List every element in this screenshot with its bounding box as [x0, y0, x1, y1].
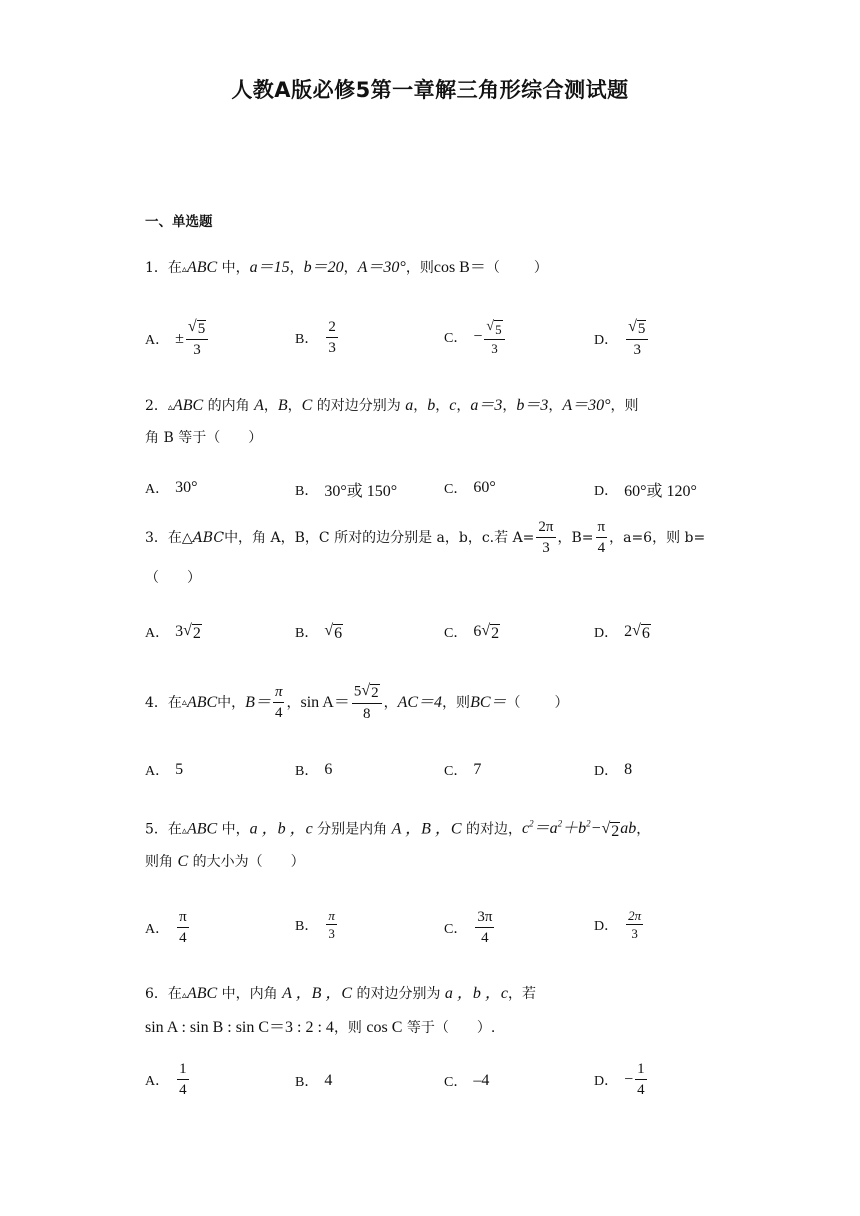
- eq-minus: −: [590, 820, 602, 838]
- question-5-line2: [145, 852, 305, 872]
- q2-text2: 的对边分别为: [312, 398, 406, 414]
- q1-prefix: 1．在: [145, 260, 182, 276]
- option-label: D．: [594, 332, 619, 348]
- q2-text: 的内角: [203, 398, 255, 414]
- q6-text2: 的对边分别为: [352, 986, 445, 1002]
- denominator: 3: [193, 342, 201, 358]
- option-label: A．: [145, 1073, 170, 1089]
- option-sqrt: √ 6: [632, 622, 650, 642]
- q1-cond1: a＝15: [249, 259, 290, 276]
- option-label: D．: [594, 1073, 619, 1089]
- q5-equation: $c^2=a^2+b^2-$ √ 2 ab: [522, 819, 637, 840]
- q3-option-d[interactable]: [594, 622, 651, 642]
- denominator: 8: [362, 706, 371, 722]
- q6-option-d[interactable]: [594, 1060, 649, 1099]
- q2-option-d[interactable]: [594, 478, 697, 501]
- q4-option-d[interactable]: [594, 760, 632, 780]
- q6-prefix: 6．在: [145, 986, 182, 1002]
- q6-option-a[interactable]: [145, 1060, 191, 1099]
- option-label: C．: [444, 331, 468, 346]
- triangle-symbol: ▵: [181, 990, 187, 1001]
- q5-vars: a ，b ，c: [249, 820, 313, 838]
- triangle-symbol: ▵: [181, 696, 187, 708]
- q4-b-eq: B＝: [245, 693, 271, 711]
- option-label: B．: [295, 918, 319, 934]
- q6-then: ，则: [333, 1020, 367, 1036]
- option-fraction: [326, 908, 337, 941]
- triangle-symbol: ▵: [167, 402, 173, 413]
- option-label: A．: [145, 764, 170, 779]
- q4-sep: ，: [286, 694, 301, 711]
- q4-abc: ABC: [186, 693, 218, 711]
- option-text: 30°或 150°: [324, 483, 398, 500]
- option-coef: 3: [175, 623, 184, 640]
- q1-option-d[interactable]: [594, 318, 650, 359]
- option-fraction: √ 5 3: [186, 318, 208, 359]
- q5-prefix: 5．在: [145, 821, 182, 838]
- option-fraction: [475, 908, 494, 947]
- denominator: 3: [542, 540, 550, 556]
- denominator: 3: [491, 341, 498, 356]
- q2-side-b: b: [427, 397, 436, 414]
- denominator: 4: [637, 1082, 645, 1098]
- question-2-line2: 角 B 等于（ ）: [145, 430, 263, 446]
- q3-option-a[interactable]: [145, 622, 202, 642]
- option-label: B．: [295, 764, 319, 779]
- q3-abc: ABC: [192, 529, 225, 546]
- option-fraction: [177, 1060, 189, 1099]
- option-label: A．: [145, 921, 170, 937]
- q6-end: 等于（ ）.: [402, 1020, 496, 1036]
- q2-then: ，则: [610, 398, 639, 414]
- radicand: 2: [192, 625, 201, 642]
- option-fraction: [177, 908, 189, 947]
- option-label: A．: [145, 482, 170, 497]
- page-title: 人教A版必修5第一章解三角形综合测试题: [231, 78, 629, 102]
- question-1: [145, 258, 550, 280]
- q4-zhong: 中，: [217, 694, 246, 711]
- radicand: 6: [641, 625, 650, 642]
- triangle-symbol: ▵: [181, 825, 187, 837]
- q4-paren: （ ）: [506, 694, 571, 711]
- q3-fraction-b: [596, 518, 608, 557]
- option-sqrt: √ 2: [481, 622, 500, 642]
- numerator: π: [177, 908, 189, 928]
- radicand: 5: [495, 322, 502, 337]
- option-sign: −: [624, 1070, 634, 1088]
- question-6-line2: [145, 1018, 495, 1038]
- q1-paren: （ ）: [485, 260, 550, 276]
- q5-zhong: 中，: [217, 821, 250, 838]
- section-heading: 一、单选题: [145, 214, 213, 230]
- q4-option-b[interactable]: [295, 760, 332, 780]
- option-label: B．: [295, 1075, 319, 1090]
- q5-option-b[interactable]: [295, 908, 339, 941]
- q4-fraction-sina: 5 √ 2 8: [352, 682, 382, 723]
- q1-sep1: ，: [289, 260, 304, 276]
- option-label: B．: [295, 483, 319, 499]
- option-text: –4: [473, 1072, 490, 1089]
- q4-sina: sin A＝: [300, 693, 350, 711]
- q6-ratio: sin A : sin B : sin C＝3 : 2 : 4: [145, 1019, 334, 1036]
- q6-cos: cos C: [366, 1019, 403, 1036]
- q2-eq3: A＝30°: [562, 397, 611, 414]
- q4-option-c[interactable]: [444, 760, 481, 780]
- q2-comma: ，: [413, 398, 428, 414]
- q5-end: ，: [636, 821, 651, 838]
- q3-option-b[interactable]: [295, 622, 343, 642]
- q3-text3: ，a=6，则 b=: [609, 529, 706, 546]
- denominator: 4: [274, 705, 283, 721]
- option-fraction: [635, 1060, 647, 1099]
- option-fraction: √ 5 3: [484, 318, 504, 356]
- q6-angles: A ，B ，C: [282, 985, 353, 1002]
- q6-text: 中，内角: [217, 986, 283, 1002]
- option-label: C．: [444, 482, 468, 497]
- option-label: C．: [444, 921, 468, 937]
- option-sign: −: [473, 328, 483, 345]
- numerator: 3π: [475, 908, 494, 928]
- q2-side-c: c: [449, 397, 457, 414]
- q2-comma: ，: [287, 398, 302, 414]
- q2-option-a[interactable]: [145, 478, 198, 498]
- numerator: 2π: [628, 908, 642, 923]
- question-5: [145, 814, 650, 841]
- q2-option-b[interactable]: [295, 478, 397, 501]
- q1-ask: cos B＝: [433, 259, 486, 276]
- option-label: D．: [594, 764, 619, 779]
- q6-text3: ，若: [508, 986, 537, 1002]
- option-text: 30°: [175, 479, 198, 496]
- denominator: 4: [179, 1082, 187, 1098]
- option-fraction: [626, 908, 643, 941]
- q1-then: ，则: [405, 260, 434, 276]
- numerator: π: [596, 518, 608, 538]
- numerator: π: [273, 683, 285, 703]
- q1-option-b[interactable]: [295, 318, 340, 357]
- q4-then: ，则: [442, 694, 471, 711]
- option-text: 8: [624, 761, 633, 778]
- q5-option-d[interactable]: [594, 908, 645, 941]
- q2-angle-c: C: [301, 397, 313, 414]
- q3-fraction-a: [536, 518, 555, 557]
- q2-eq1: a＝3: [470, 397, 503, 414]
- numerator: π: [328, 908, 335, 923]
- denominator: 3: [328, 340, 336, 356]
- option-label: C．: [444, 1075, 468, 1090]
- q5-line2-b: 的大小为（ ）: [188, 854, 305, 870]
- q2-angle-a: A: [254, 397, 264, 414]
- denominator: 4: [481, 930, 489, 946]
- q1-option-a[interactable]: [145, 318, 210, 359]
- denominator: 4: [597, 540, 606, 556]
- option-label: C．: [444, 764, 468, 779]
- option-label: D．: [594, 626, 619, 641]
- q4-option-a[interactable]: [145, 760, 183, 780]
- q2-comma: ，: [456, 398, 471, 414]
- option-text: 7: [473, 761, 482, 778]
- question-4: [145, 682, 571, 723]
- q6-option-b[interactable]: [295, 1071, 332, 1091]
- q2-prefix: 2．: [145, 398, 168, 414]
- q4-ac: AC＝4: [397, 693, 443, 711]
- eq-ab: ab: [620, 820, 637, 838]
- q2-comma: ，: [548, 398, 563, 414]
- denominator: 4: [179, 930, 187, 946]
- numerator: 2: [326, 318, 338, 338]
- q1-abc: ABC: [186, 259, 218, 276]
- q1-option-c[interactable]: [444, 318, 507, 356]
- option-text: 6: [324, 761, 333, 778]
- numerator: 2π: [536, 518, 555, 538]
- option-coef: 2: [624, 623, 633, 640]
- q6-abc: ABC: [186, 985, 218, 1002]
- q5-option-a[interactable]: [145, 908, 191, 947]
- radicand: 2: [491, 625, 500, 642]
- q5-mid2: 的对边，: [461, 821, 523, 838]
- eq-c: c: [522, 820, 530, 838]
- denominator: 3: [631, 926, 638, 941]
- eq-b: ＋b: [562, 820, 587, 838]
- triangle-symbol: ▵: [181, 264, 187, 275]
- q2-option-c[interactable]: [444, 478, 496, 498]
- q4-bc: BC＝: [470, 693, 507, 711]
- q2-abc: ABC: [172, 397, 204, 414]
- q1-sep2: ，: [343, 260, 358, 276]
- q4-sep2: ，: [383, 694, 398, 711]
- q3-option-c[interactable]: [444, 622, 500, 642]
- option-label: A．: [145, 332, 170, 348]
- option-text: 5: [175, 761, 184, 778]
- q4-prefix: 4．在: [145, 694, 182, 711]
- radicand: 5: [637, 321, 646, 337]
- option-fraction: [326, 318, 338, 357]
- question-3: [145, 518, 705, 557]
- option-label: D．: [594, 483, 619, 499]
- option-text: 60°: [473, 479, 496, 496]
- radicand: 6: [334, 625, 343, 642]
- option-label: D．: [594, 918, 619, 934]
- numerator: 1: [635, 1060, 647, 1080]
- option-label: C．: [444, 626, 468, 641]
- option-text: 60°或 120°: [624, 483, 697, 500]
- question-3-line2: （ ）: [145, 570, 201, 586]
- q1-cond2: b＝20: [303, 259, 344, 276]
- radicand: 5: [197, 321, 206, 337]
- q3-prefix: 3．在△: [145, 529, 193, 546]
- option-label: A．: [145, 626, 170, 641]
- option-label: B．: [295, 331, 319, 347]
- q3-text: 中，角 A，B，C 所对的边分别是 a，b，c.若 A=: [224, 529, 535, 546]
- q5-line2-a: 则角: [145, 854, 178, 870]
- q3-text2: ，B=: [557, 529, 594, 546]
- q1-zhong: 中，: [217, 260, 250, 276]
- option-sign: ±: [175, 329, 184, 347]
- q5-abc: ABC: [186, 820, 218, 838]
- option-sqrt: √ 2: [183, 622, 201, 642]
- denominator: 3: [633, 342, 642, 358]
- option-text: 4: [324, 1072, 333, 1089]
- q4-fraction-b: [273, 683, 285, 722]
- option-label: B．: [295, 626, 319, 641]
- q1-cond3: A＝30°: [357, 259, 406, 276]
- denominator: 3: [328, 926, 335, 941]
- q6-vars: a ，b ，c: [444, 985, 509, 1002]
- q2-angle-b: B: [277, 397, 288, 414]
- q2-comma: ，: [502, 398, 517, 414]
- question-2: [145, 396, 639, 418]
- option-coef: 6: [473, 623, 482, 640]
- radicand: 2: [611, 822, 620, 840]
- numerator: 1: [177, 1060, 189, 1080]
- coef: 5: [353, 683, 362, 700]
- q2-comma: ，: [263, 398, 278, 414]
- question-6: [145, 984, 536, 1006]
- option-sqrt: √ 6: [324, 622, 343, 642]
- radicand: 2: [371, 685, 379, 701]
- q5-line2-c: C: [177, 853, 189, 870]
- q2-side-a: a: [405, 397, 414, 414]
- option-fraction: √ 5 3: [626, 318, 648, 359]
- eq-a: ＝a: [533, 820, 558, 838]
- q5-angles: A ，B ，C: [391, 820, 462, 838]
- q6-option-c[interactable]: [444, 1071, 489, 1091]
- q5-option-c[interactable]: [444, 908, 496, 947]
- q5-mid: 分别是内角: [312, 821, 392, 838]
- q2-eq2: b＝3: [516, 397, 549, 414]
- q2-comma: ，: [435, 398, 450, 414]
